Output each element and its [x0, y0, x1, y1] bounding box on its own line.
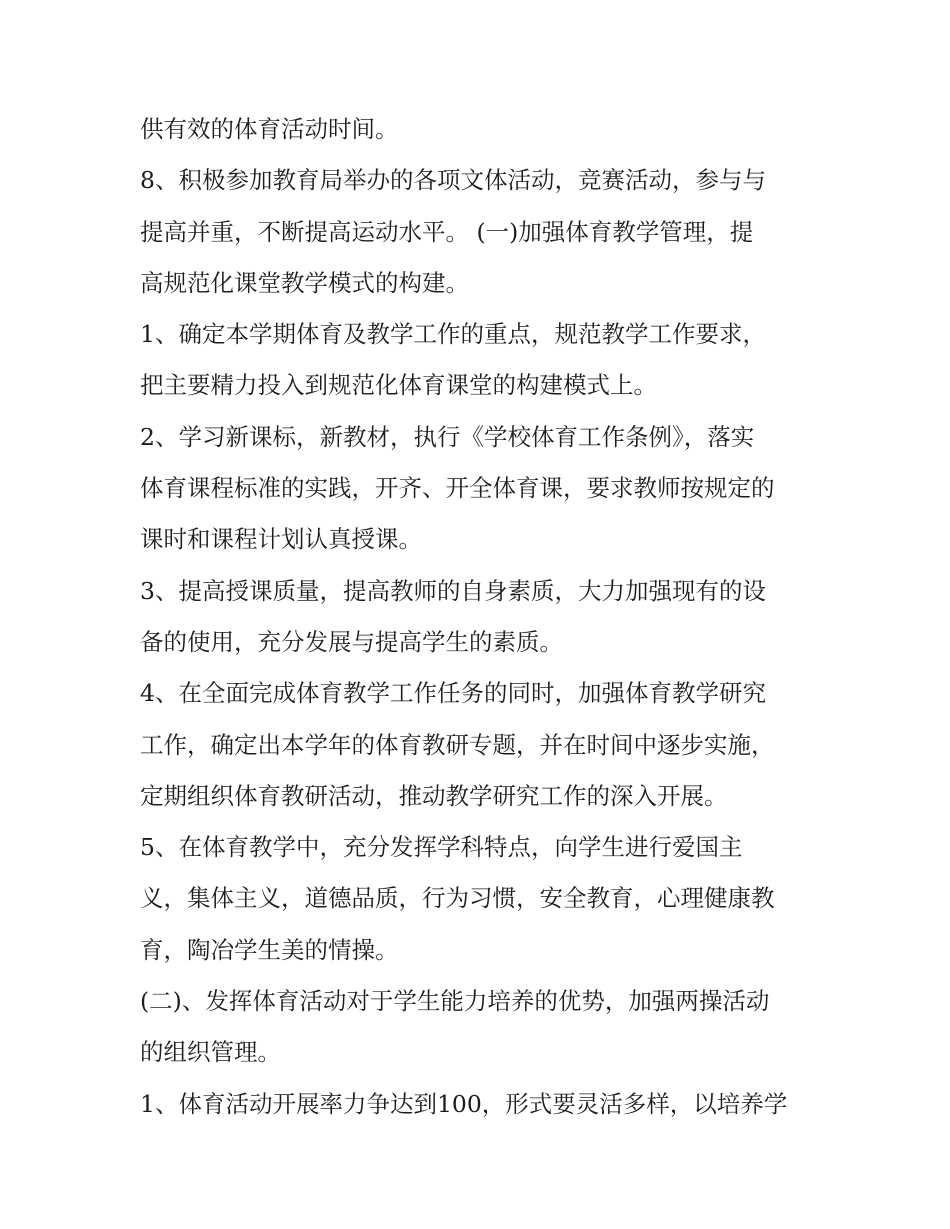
text-line: 4、在全面完成体育教学工作任务的同时，加强体育教学研究 [140, 679, 766, 708]
text-line: 工作，确定出本学年的体育教研专题，并在时间中逐步实施， [140, 730, 775, 759]
text-line: 定期组织体育教研活动，推动教学研究工作的深入开展。 [140, 781, 728, 810]
text-line: (二)、发挥体育活动对于学生能力培养的优势，加强两操活动 [140, 987, 770, 1016]
text-line: 1、体育活动开展率力争达到100，形式要灵活多样，以培养学 [140, 1089, 788, 1118]
document-body [140, 104, 830, 1130]
text-line: 供有效的体育活动时间。 [140, 115, 399, 143]
text-line: 的组织管理。 [140, 1038, 281, 1067]
text-line: 备的使用，充分发展与提高学生的素质。 [140, 627, 563, 656]
text-line: 育，陶冶学生美的情操。 [140, 935, 399, 964]
text-line: 2、学习新课标，新教材，执行《学校体育工作条例》，落实 [140, 422, 755, 451]
text-line: 义，集体主义，道德品质，行为习惯，安全教育，心理健康教 [140, 884, 775, 913]
text-line: 提高并重，不断提高运动水平。 (一)加强体育教学管理，提 [140, 217, 754, 246]
text-line: 3、提高授课质量，提高教师的自身素质，大力加强现有的设 [140, 576, 766, 605]
text-line: 体育课程标准的实践，开齐、开全体育课，要求教师按规定的 [140, 474, 775, 503]
text-line: 高规范化课堂教学模式的构建。 [140, 268, 469, 297]
text-line: 1、确定本学期体育及教学工作的重点，规范教学工作要求， [140, 320, 766, 349]
text-line: 把主要精力投入到规范化体育课堂的构建模式上。 [140, 371, 657, 400]
text-line: 课时和课程计划认真授课。 [140, 525, 422, 554]
text-line: 8、积极参加教育局举办的各项文体活动，竞赛活动，参与与 [140, 166, 766, 195]
text-line: 5、在体育教学中，充分发挥学科特点，向学生进行爱国主 [140, 833, 743, 862]
